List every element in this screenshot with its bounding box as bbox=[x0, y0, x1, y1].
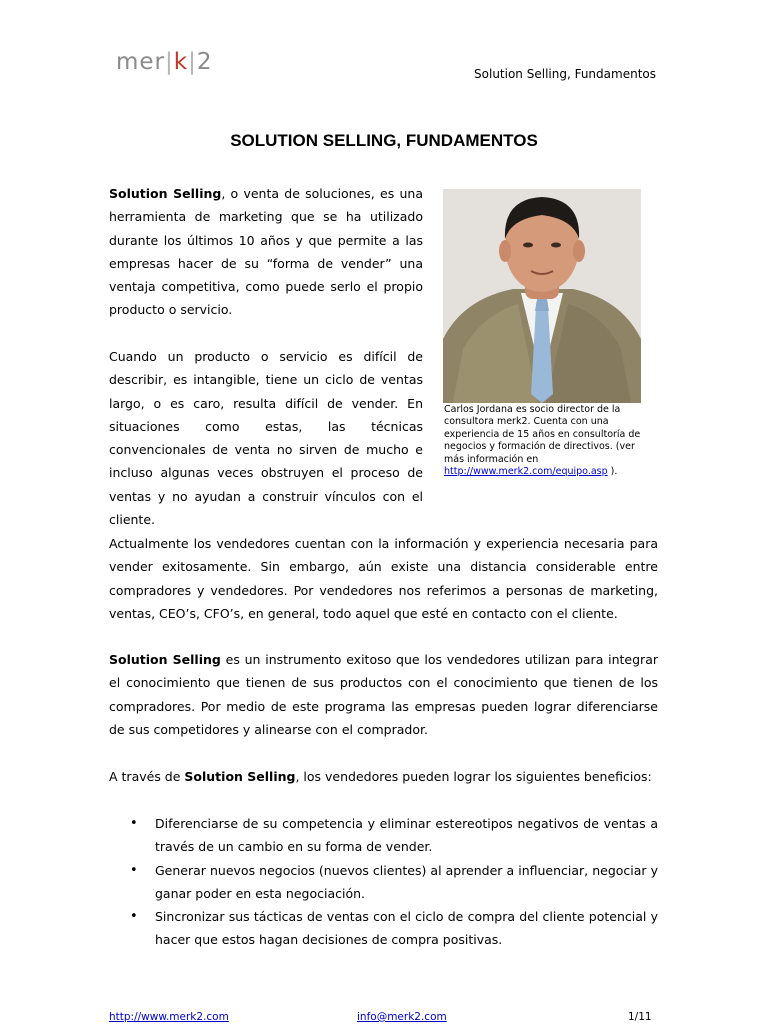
paragraph-5-bold: Solution Selling bbox=[184, 769, 296, 784]
list-item bbox=[109, 905, 658, 952]
author-portrait-image bbox=[443, 189, 641, 403]
paragraph-1 bbox=[109, 182, 423, 322]
paragraph-1-bold: Solution Selling bbox=[109, 186, 222, 201]
footer-email bbox=[357, 1011, 447, 1023]
footer-page-number: 1/11 bbox=[628, 1011, 652, 1023]
photo-caption bbox=[444, 404, 654, 478]
logo-text-right: 2 bbox=[196, 49, 213, 75]
paragraph-5 bbox=[109, 765, 658, 788]
list-item bbox=[109, 812, 658, 859]
paragraph-5-pre: A través de bbox=[109, 769, 185, 784]
bullet-icon: • bbox=[130, 816, 138, 831]
paragraph-3: Actualmente los vendedores cuentan con la información y experiencia necesaria para vender exitosamente. Sin embargo, aún existe una distancia considerable entre compradores y vendedores. Por vendedores nos referimos a personas de marketing, ventas, CEO’s, CFO’s, en general, todo aquel que esté en contacto con el cliente. bbox=[109, 536, 658, 621]
caption-link[interactable]: http://www.merk2.com/equipo.asp bbox=[444, 466, 608, 478]
list-item-text: Sincronizar sus tácticas de ventas con el ciclo de compra del cliente potencial y hacer que estos hagan decisiones de compra positivas. bbox=[155, 909, 658, 948]
paragraph-5-post: , los vendedores pueden lograr los siguientes beneficios: bbox=[295, 769, 652, 784]
running-header: Solution Selling, Fundamentos bbox=[474, 67, 656, 81]
document-title: SOLUTION SELLING, FUNDAMENTOS bbox=[230, 131, 538, 150]
logo-text-left: mer bbox=[116, 49, 166, 75]
paragraph-2: Cuando un producto o servicio es difícil de describir, es intangible, tiene un ciclo de ventas largo, o es caro, resulta difícil de vender. En situaciones como estas, las técnicas convencionales de venta no sirven de mucho e incluso algunas veces obstruyen el proceso de ventas y no ayudan a construir vínculos con el cliente. bbox=[109, 349, 423, 528]
footer-website-link[interactable]: http://www.merk2.com bbox=[109, 1011, 229, 1023]
list-item-text: Diferenciarse de su competencia y eliminar estereotipos negativos de ventas a través de un cambio en su forma de vender. bbox=[155, 816, 658, 855]
footer-email-link[interactable]: info@merk2.com bbox=[357, 1011, 447, 1023]
caption-end: ). bbox=[607, 466, 618, 478]
list-item-text: Generar nuevos negocios (nuevos clientes) al aprender a influenciar, negociar y ganar poder en esta negociación. bbox=[155, 862, 658, 901]
logo-text-k: k bbox=[173, 49, 189, 75]
caption-text: Carlos Jordana es socio director de la consultora merk2. Cuenta con una experiencia de 15 años en consultoría de negocios y formación de directivos. (ver más información en bbox=[444, 404, 641, 465]
paragraph-4 bbox=[109, 648, 658, 741]
author-photo bbox=[443, 189, 641, 403]
footer-website bbox=[109, 1011, 229, 1023]
paragraph-4-text: es un instrumento exitoso que los vendedores utilizan para integrar el conocimiento que tienen de sus productos con el conocimiento que tienen de los compradores. Por medio de este programa las empresas pueden lograr diferenciarse de sus competidores y alinearse con el comprador. bbox=[109, 652, 658, 737]
benefits-list bbox=[109, 812, 658, 952]
bullet-icon: • bbox=[130, 862, 138, 878]
bullet-icon: • bbox=[130, 909, 138, 925]
paragraph-1-text: , o venta de soluciones, es una herramienta de marketing que se ha utilizado durante los últimos 10 años y que permite a las empresas hacer de su “forma de vender” una ventaja competitiva, como puede serlo el propio producto o servicio. bbox=[109, 186, 423, 318]
list-item bbox=[109, 859, 658, 906]
paragraph-4-bold: Solution Selling bbox=[109, 652, 221, 667]
company-logo: mer|k|2 bbox=[116, 49, 213, 75]
